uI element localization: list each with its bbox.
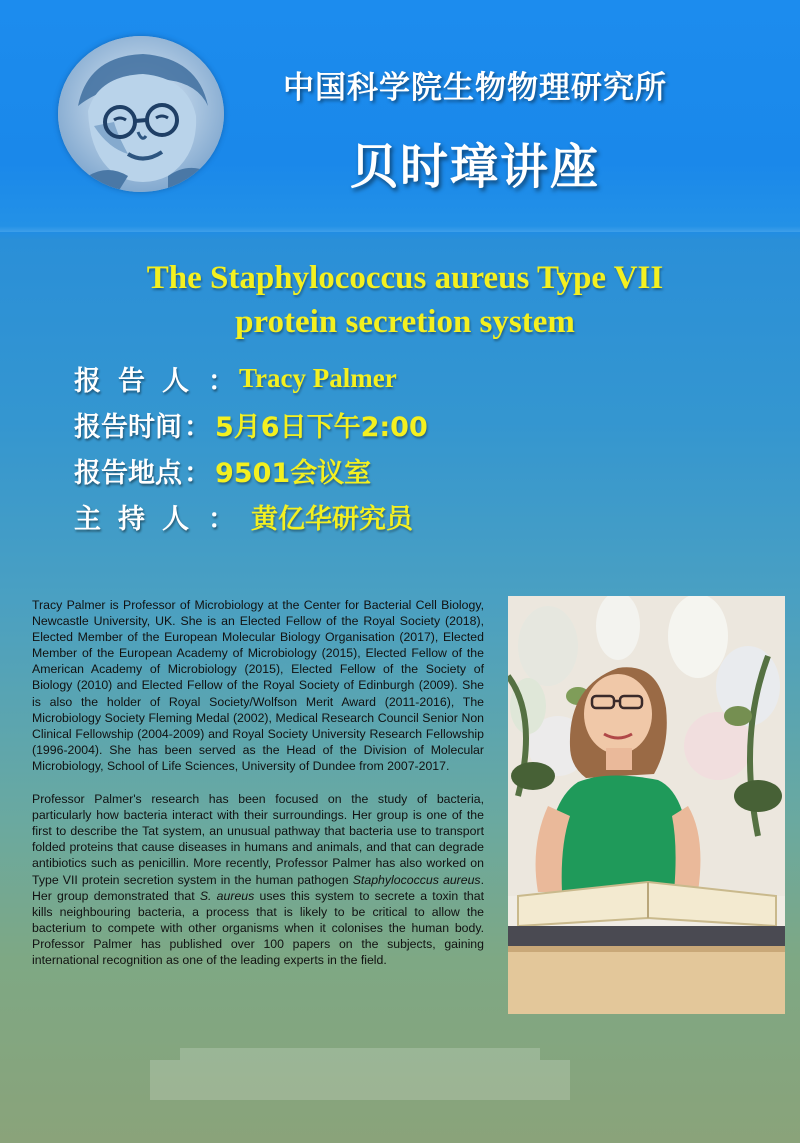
talk-title-line-1: The Staphylococcus aureus Type VII [146, 260, 664, 296]
institute-name: 中国科学院生物物理研究所 [283, 70, 667, 106]
bio-paragraph-1: Tracy Palmer is Professor of Microbiology at the Center for Bacterial Cell Biology, Newcastle University, UK. She is an Elected Fellow of the Royal Society (2018), Elected Member of the European Molecular Biology Organisation (2017), Elected Member of the European Academy of Microbiology (2015), Elected Fellow of the American Academy of Microbiology (2015), Elected Fellow of the Society of Biology (2010) and Elected Fellow of the Royal Society of Edinburgh (2009). She is also the holder of Royal Society/Wolfson Merit Award (2011-2016), The Microbiology Society Fleming Medal (2002), Medical Research Council Senior Non Clinical Fellowship (2004-2009) and Royal Society University Research Fellowship (1996-2004). She has been served as the Head of the Division of Molecular Microbiology, School of Life Sciences, University of Dundee from 2007-2017. [32, 598, 484, 773]
colon: ： [208, 365, 235, 397]
host-label: 主持人 [74, 503, 206, 535]
place-row [74, 450, 371, 490]
time-label: 报告时间 [74, 411, 182, 443]
lecture-series-title: 贝时璋讲座 [349, 139, 600, 195]
speaker-biography [32, 597, 484, 985]
founder-portrait [58, 36, 224, 192]
colon: ： [184, 411, 211, 443]
colon: ： [208, 503, 235, 535]
host-row [74, 496, 413, 536]
colon: ： [184, 457, 211, 489]
bio-text: uses this system to secrete a toxin that kills neighbouring bacteria, a process that is likely to be critical to allow the bacterium to compete with other organisms when it colonises the human body. Professor Palmer has published over 100 papers on the subjects, gaining international recognition as one of the leading experts in the field. [32, 888, 484, 967]
speaker-photo [508, 596, 785, 1014]
bio-italic-species: Staphylococcus aureus [352, 872, 481, 887]
talk-time: 5月6日下午2:00 [215, 411, 428, 443]
speaker-label: 报告人 [74, 365, 206, 397]
speaker-name: Tracy Palmer [239, 362, 397, 393]
talk-place: 9501会议室 [215, 457, 372, 489]
building-watermark [150, 1040, 570, 1100]
bio-italic-species-short: S. aureus [199, 888, 255, 903]
bio-paragraph-2 [32, 791, 484, 968]
speaker-row [74, 358, 397, 398]
bio-text: . Her group demonstrated that [32, 872, 484, 903]
time-row [74, 404, 428, 444]
talk-title-line-2: protein secretion system [235, 304, 575, 340]
talk-title [40, 256, 770, 344]
place-label: 报告地点 [74, 457, 182, 489]
host-name: 黄亿华研究员 [251, 503, 413, 535]
bio-text: Professor Palmer's research has been focused on the study of bacteria, particularly how bacteria interact with their surroundings. Her group is one of the first to describe the Tat system, an unusual pathway that bacteria use to transport folded proteins that cause diseases in humans and animals, and that can degrade antibiotics such as penicillin. More recently, Professor Palmer has also worked on Type VII protein secretion system in the human pathogen [32, 792, 484, 887]
